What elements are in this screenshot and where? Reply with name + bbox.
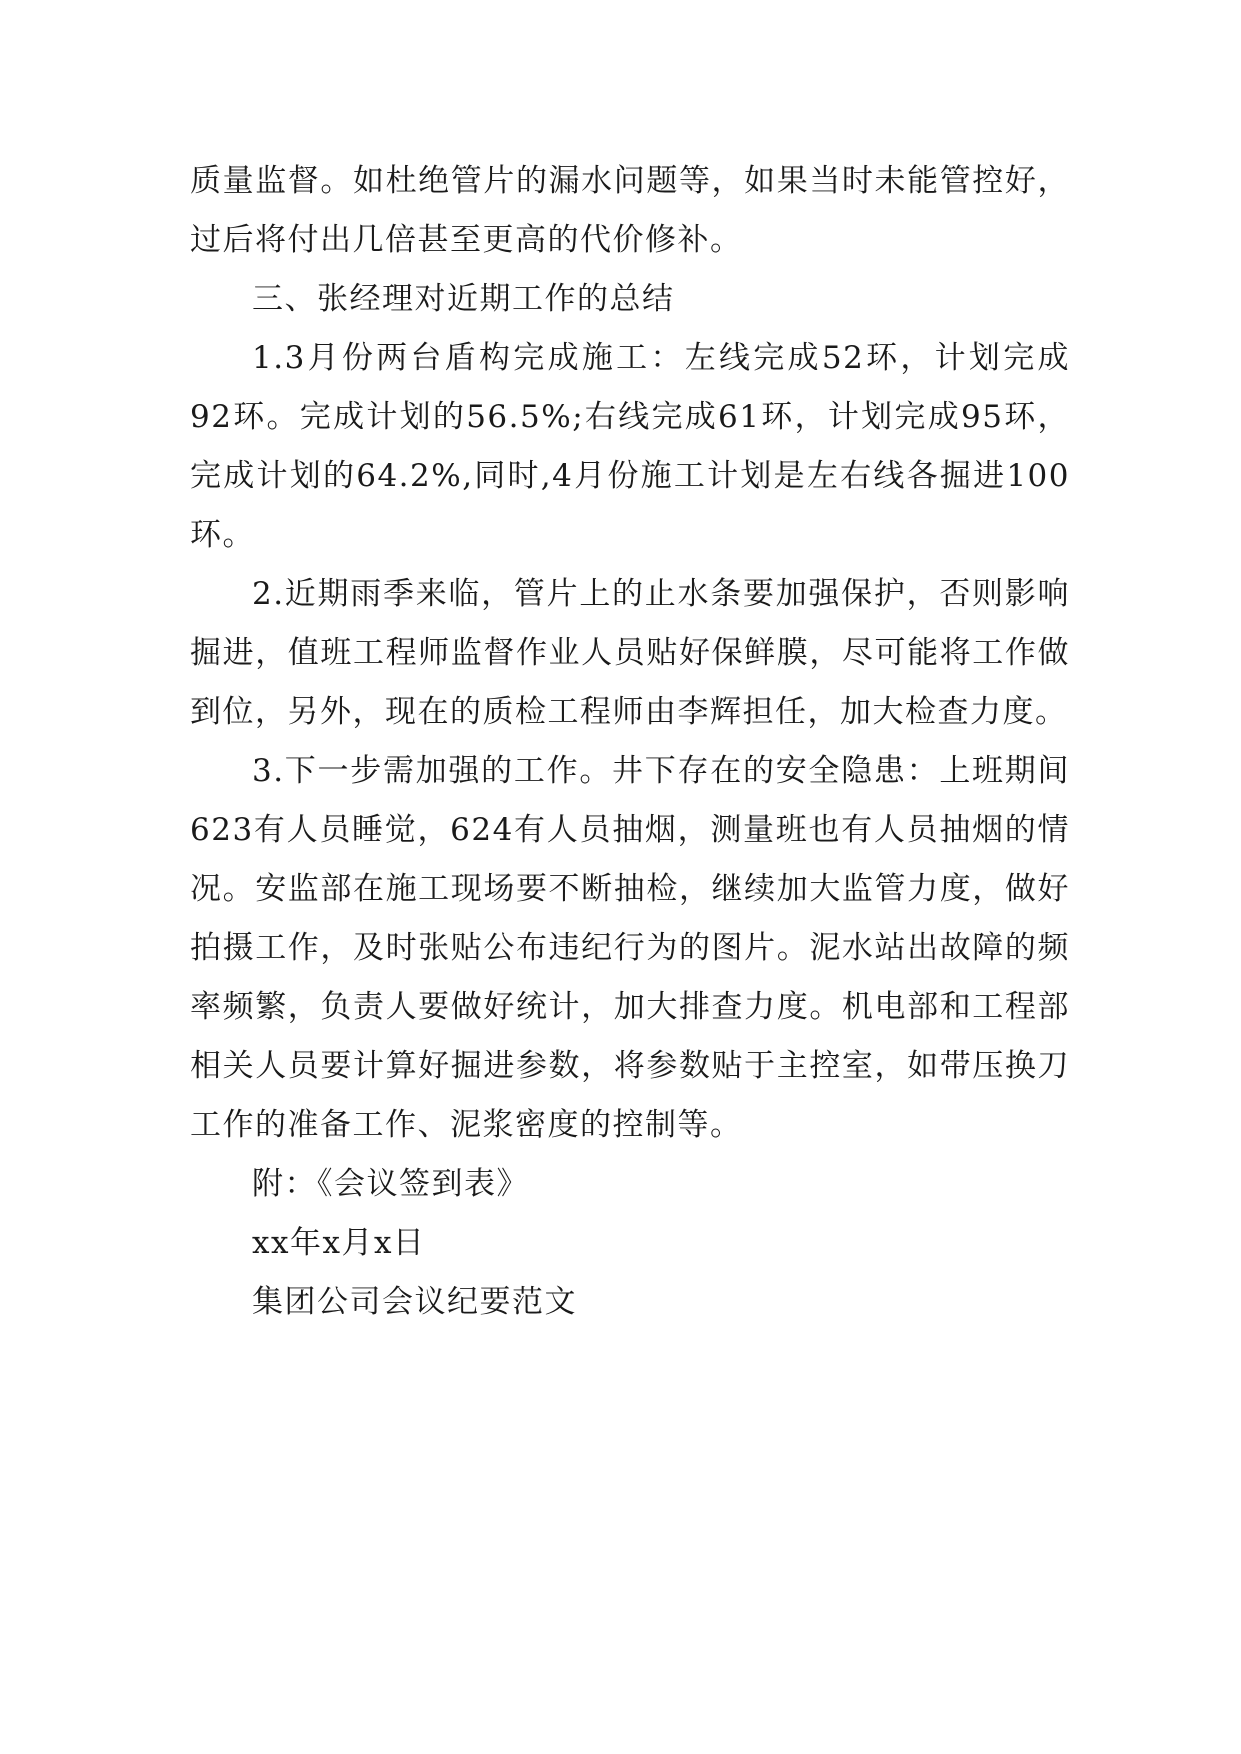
paragraph-item-1: 1.3月份两台盾构完成施工：左线完成52环，计划完成92环。完成计划的56.5%;右线完成61环，计划完成95环，完成计划的64.2%,同时,4月份施工计划是左右线各掘进100环。 [190,340,1070,553]
attachment-line: 附：《会议签到表》 [252,1166,529,1202]
paragraph-item-3: 3.下一步需加强的工作。井下存在的安全隐患：上班期间623有人员睡觉，624有人员抽烟，测量班也有人员抽烟的情况。安监部在施工现场要不断抽检，继续加大监管力度，做好拍摄工作，及时张贴公布违纪行为的图片。泥水站出故障的频率频繁，负责人要做好统计，加大排查力度。机电部和工程部相关人员要计算好掘进参数，将参数贴于主控室，如带压换刀工作的准备工作、泥浆密度的控制等。 [190,753,1070,1143]
document-body [190,152,1070,1332]
section-heading-summary: 三、张经理对近期工作的总结 [252,281,675,317]
paragraph-item-2: 2.近期雨季来临，管片上的止水条要加强保护，否则影响掘进，值班工程师监督作业人员贴好保鲜膜，尽可能将工作做到位，另外，现在的质检工程师由李辉担任，加大检查力度。 [190,576,1070,730]
date-line: xx年x月x日 [252,1225,426,1261]
next-document-title: 集团公司会议纪要范文 [252,1284,577,1320]
paragraph-quality-supervision: 质量监督。如杜绝管片的漏水问题等，如果当时未能管控好，过后将付出几倍甚至更高的代价修补。 [190,163,1070,258]
